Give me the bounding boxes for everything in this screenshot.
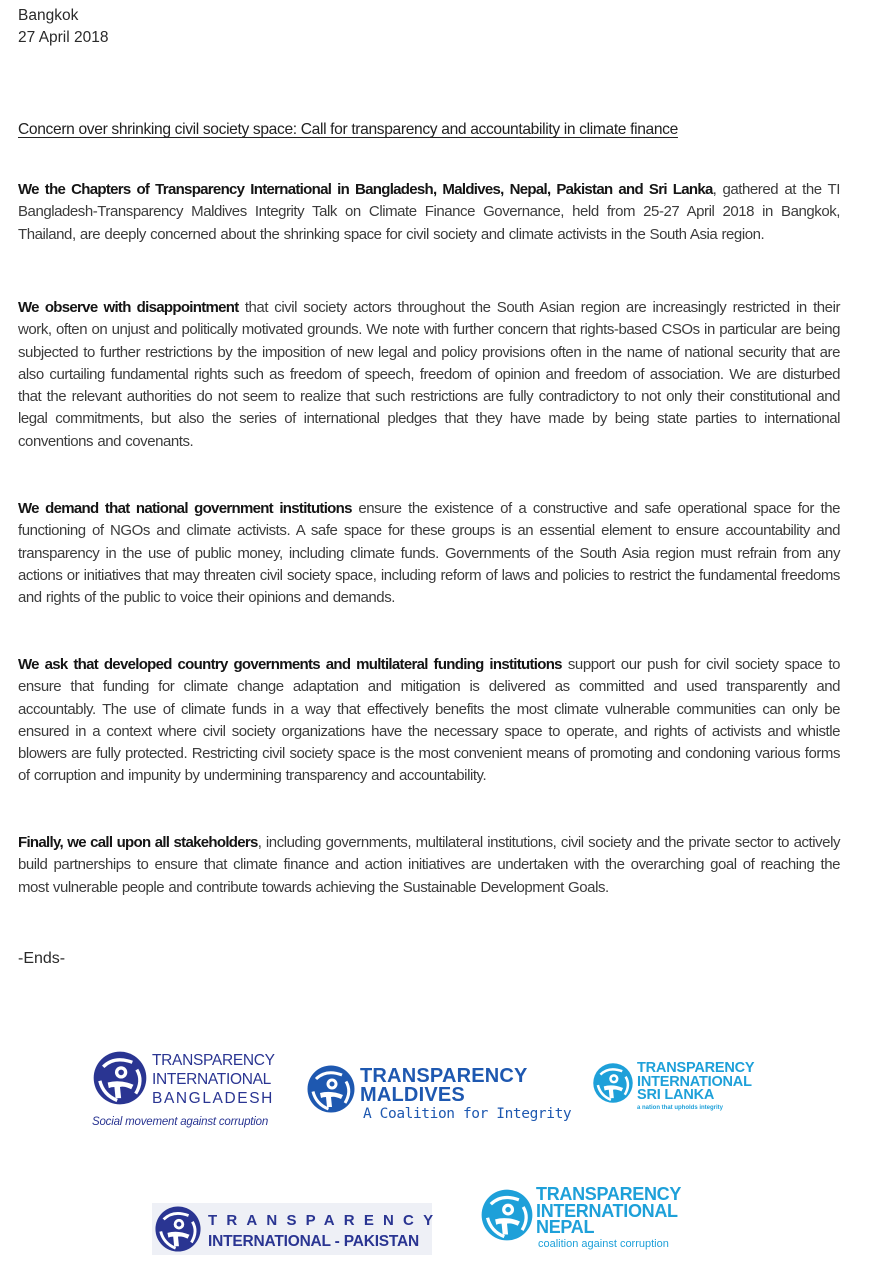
paragraph-body: support our push for civil society space to ensure that funding for climate change adaptation and mitigation is delivered as committed and used transparently and accountably. The use of climate funds in a way that effectively benefits the most climate vulnerable communities can only be ensured in a context where civil society organizations have the necessary space to operate, and rights of activists and whistle blowers are fully protected. Restricting civil society space is the most convenient means of promoting and condoning various forms of corruption and impunity by undermining transparency and accountability. [18, 656, 840, 785]
logo-line: INTERNATIONAL [152, 1071, 271, 1088]
ti-globe-icon [480, 1188, 534, 1242]
logo-tagline: A Coalition for Integrity [363, 1106, 572, 1122]
document-title: Concern over shrinking civil society space: Call for transparency and accountability in climate finance [18, 121, 678, 138]
ends-marker: -Ends- [18, 950, 66, 967]
ti-globe-icon [592, 1062, 634, 1104]
paragraph-lead: We observe with disappointment [18, 299, 239, 316]
logo-tagline: coalition against corruption [538, 1238, 669, 1250]
paragraph-observe [18, 297, 840, 453]
paragraph-finally [18, 832, 840, 899]
logo-line: SRI LANKA [637, 1087, 715, 1103]
logo-line: TRANSPARENCY [152, 1052, 275, 1069]
paragraph-body: ensure the existence of a constructive and safe operational space for the functioning of NGOs and climate activists. A safe space for these groups is an essential element to ensure accountability and transparency in the use of public money, including climate funds. Governments of the South Asia region must refrain from any actions or initiatives that may threaten civil society space, including reform of laws and policies to restrict the fundamental freedoms and rights of the public to voice their opinions and demands. [18, 500, 840, 607]
paragraph-body: that civil society actors throughout the South Asian region are increasingly restricted in their work, often on unjust and politically motivated grounds. We note with further concern that rights-based CSOs in particular are being subjected to further restrictions by the imposition of new legal and policy provisions often in the name of national security that are also curtailing fundamental rights such as freedom of speech, freedom of opinion and freedom of association. We are disturbed that the relevant authorities do not seem to realize that such restrictions are fully contradictory to not only their constitutional and legal commitments, but also the series of international pledges that they have made by being state parties to international conventions and covenants. [18, 299, 841, 450]
paragraph-lead: Finally, we call upon all stakeholders [18, 834, 258, 851]
paragraph-chapters [18, 179, 840, 246]
logo-line: INTERNATIONAL [536, 1200, 678, 1221]
logo-ti-sri-lanka [590, 1058, 770, 1118]
logo-wordmark [536, 1186, 681, 1236]
location: Bangkok [18, 7, 79, 24]
logo-wordmark [152, 1051, 275, 1108]
logo-line: TRANSPARENCY [208, 1212, 443, 1229]
date: 27 April 2018 [18, 29, 109, 46]
logo-ti-bangladesh [90, 1048, 285, 1134]
paragraph-lead: We the Chapters of Transparency International in Bangladesh, Maldives, Nepal, Pakistan and Sri Lanka [18, 181, 713, 198]
paragraph-lead: We demand that national government institutions [18, 500, 352, 517]
ti-globe-icon [92, 1050, 148, 1106]
logo-line: TRANSPARENCY [637, 1060, 755, 1076]
logo-tagline: a nation that upholds integrity [637, 1105, 723, 1111]
paragraph-lead: We ask that developed country governments and multilateral funding institutions [18, 656, 562, 673]
logo-line: INTERNATIONAL [637, 1073, 752, 1090]
logo-line: TRANSPARENCY [536, 1184, 682, 1204]
logo-transparency-maldives [303, 1060, 572, 1130]
logo-wordmark [360, 1067, 528, 1105]
logo-line: TRANSPARENCY [360, 1065, 528, 1087]
paragraph-body: , including governments, multilateral institutions, civil society and the private sector to actively build partnerships to ensure that climate finance and action initiatives are undertaken with the overarching goal of reaching the most vulnerable people and contribute towards achieving the Sustainable Development Goals. [18, 834, 841, 896]
letter-header [18, 5, 109, 49]
paragraph-demand [18, 498, 840, 609]
logo-wordmark [637, 1062, 754, 1103]
logo-line: INTERNATIONAL - PAKISTAN [208, 1233, 420, 1250]
logo-ti-pakistan [152, 1203, 443, 1255]
logo-tagline: Social movement against corruption [92, 1116, 269, 1128]
logo-line: BANGLADESH [152, 1090, 274, 1107]
ti-globe-icon [306, 1064, 356, 1114]
logo-line: NEPAL [536, 1217, 595, 1237]
paragraph-body: , gathered at the TI Bangladesh-Transparency Maldives Integrity Talk on Climate Finance Governance, held from 25-27 April 2018 in Bangkok, Thailand, are deeply concerned about the shrinking space for civil society and climate activists in the South Asia region. [18, 181, 840, 243]
ti-globe-icon [154, 1205, 202, 1253]
logo-line: MALDIVES [360, 1084, 465, 1106]
logo-ti-nepal [478, 1184, 713, 1256]
paragraph-ask [18, 654, 840, 788]
